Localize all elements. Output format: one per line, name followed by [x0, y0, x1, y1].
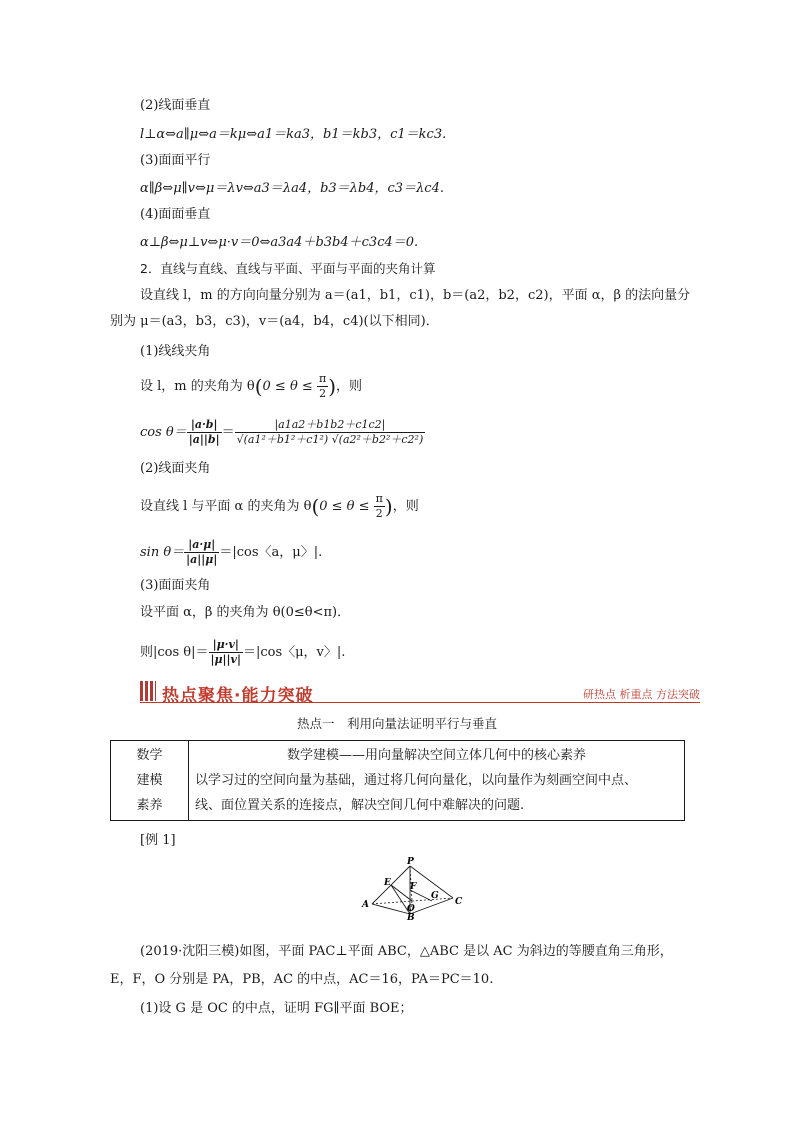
setup-text: 设 l，m 的夹角为 θ: [140, 379, 255, 394]
heading-plane-plane-parallel: (3)面面平行: [140, 153, 211, 168]
heading-line-plane-perpendicular: (2)线面垂直: [140, 98, 211, 113]
cos-fraction-2: $\frac{|a1a2+b1b2+c1c2|}{\text{√(a1²＋b1²＋c1²) √(a2²＋b2²＋c2²)}}$: [236, 418, 424, 446]
banner-tagline: 研热点 析重点 方法突破: [583, 688, 700, 701]
banner-divider: [140, 702, 700, 703]
sin-fraction: $\frac{|a\cdot\mu|}{|a||\mu|}$: [186, 538, 218, 566]
section-2-heading: 2．直线与直线、直线与平面、平面与平面的夹角计算: [140, 261, 436, 276]
pi-over-two: $\frac{\pi}{2}$: [375, 492, 383, 520]
cos-formula: cos θ＝ $\frac{|a\cdot b|}{|a||b|}$ ＝ $\frac{|a1a2+b1b2+c1c2|}{\text{√(a1²＋b1²＋c1²) √(a2²＋b2²＋c2²)}}$: [140, 418, 424, 446]
range-text: 0 ≤ θ ≤: [262, 379, 313, 394]
plane-plane-formula: [140, 638, 345, 667]
pp-rhs: ＝|cos〈μ，v〉|.: [242, 645, 346, 660]
plane-plane-setup: 设平面 α，β 的夹角为 θ(0≤θ<π)．: [140, 605, 351, 620]
sin-formula: [140, 538, 322, 567]
hotspot-title: 热点一 利用向量法证明平行与垂直: [296, 716, 497, 731]
line-plane-setup: 设直线 l 与平面 α 的夹角为 θ(0 ≤ θ ≤ $\frac{\pi}{2}$ )，则: [140, 492, 419, 520]
label-p: P: [407, 857, 414, 867]
label-a: A: [362, 900, 369, 910]
pi-over-two: $\frac{\pi}{2}$: [318, 372, 327, 400]
formula-plane-plane-perpendicular: α⊥β⇔μ⊥v⇔μ·v＝0⇔a3a4＋b3b4＋c3c4＝0.: [140, 235, 419, 250]
label-c: C: [455, 897, 463, 907]
line-line-title: (1)线线夹角: [140, 344, 211, 359]
example-question-1: (1)设 G 是 OC 的中点，证明 FG∥平面 BOE；: [140, 1001, 413, 1016]
table-label-cell: 数学 建模 素养: [111, 741, 189, 821]
section-2-intro-1: 设直线 l，m 的方向向量分别为 a＝(a1，b1，c1)，b＝(a2，b2，c2)，平面 α，β 的法向量分: [140, 288, 691, 303]
cos-fraction-1: $\frac{|a\cdot b|}{|a||b|}$: [188, 418, 220, 446]
line-line-setup: 设 l，m 的夹角为 θ(0 ≤ θ ≤ $\frac{\pi}{2}$ )，则: [140, 372, 363, 400]
section-banner: [140, 681, 700, 706]
banner-stripe-icon: [140, 681, 156, 701]
formula-line-plane-perpendicular: l⊥α⇔a∥μ⇔a＝kμ⇔a1＝ka3，b1＝kb3，c1＝kc3.: [140, 127, 447, 142]
label-o: O: [407, 904, 415, 914]
sin-rhs: ＝|cos〈a，μ〉|.: [219, 545, 323, 560]
table-line-2: 线、面位置关系的连接点，解决空间几何中难解决的问题.: [195, 798, 525, 813]
example-problem-line-1: (2019·沈阳三模)如图，平面 PAC⊥平面 ABC，△ABC 是以 AC 为斜边的等腰直角三角形，: [140, 944, 673, 959]
then-text: ，则: [392, 499, 419, 514]
example-tag: [例 1]: [140, 833, 176, 848]
label-f: F: [410, 882, 417, 892]
then-text: ，则: [336, 379, 363, 394]
section-2-intro-2: 别为 μ＝(a3，b3，c3)，v＝(a4，b4，c4)(以下相同)．: [110, 314, 439, 329]
table-heading: 数学建模——用向量解决空间立体几何中的核心素养: [286, 748, 586, 763]
label-g: G: [431, 891, 439, 901]
line-plane-title: (2)线面夹角: [140, 461, 211, 476]
range-text: 0 ≤ θ ≤: [319, 499, 370, 514]
pp-fraction: $\frac{|\mu\cdot v|}{|\mu||v|}$: [210, 638, 241, 666]
setup-text: 设直线 l 与平面 α 的夹角为 θ: [140, 499, 312, 514]
plane-plane-title: (3)面面夹角: [140, 578, 211, 593]
cos-lhs: cos θ＝: [140, 425, 187, 440]
example-problem-line-2: E，F，O 分别是 PA，PB，AC 的中点，AC＝16，PA＝PC＝10.: [110, 972, 494, 987]
label-e: E: [384, 878, 391, 888]
formula-plane-plane-parallel: α∥β⇔μ∥v⇔μ＝λv⇔a3＝λa4，b3＝λb4，c3＝λc4.: [140, 181, 444, 196]
literacy-table: [110, 740, 685, 821]
heading-plane-plane-perpendicular: (4)面面垂直: [140, 207, 211, 222]
banner-title: 热点聚焦·能力突破: [162, 686, 314, 706]
sin-lhs: sin θ＝: [140, 545, 185, 560]
table-line-1: 以学习过的空间向量为基础，通过将几何向量化，以向量作为刻画空间中点、: [195, 773, 638, 788]
table-content-cell: [189, 741, 685, 821]
label-b: B: [407, 913, 415, 920]
pp-lhs: 则|cos θ|＝: [140, 645, 209, 660]
pyramid-figure: [360, 856, 464, 920]
